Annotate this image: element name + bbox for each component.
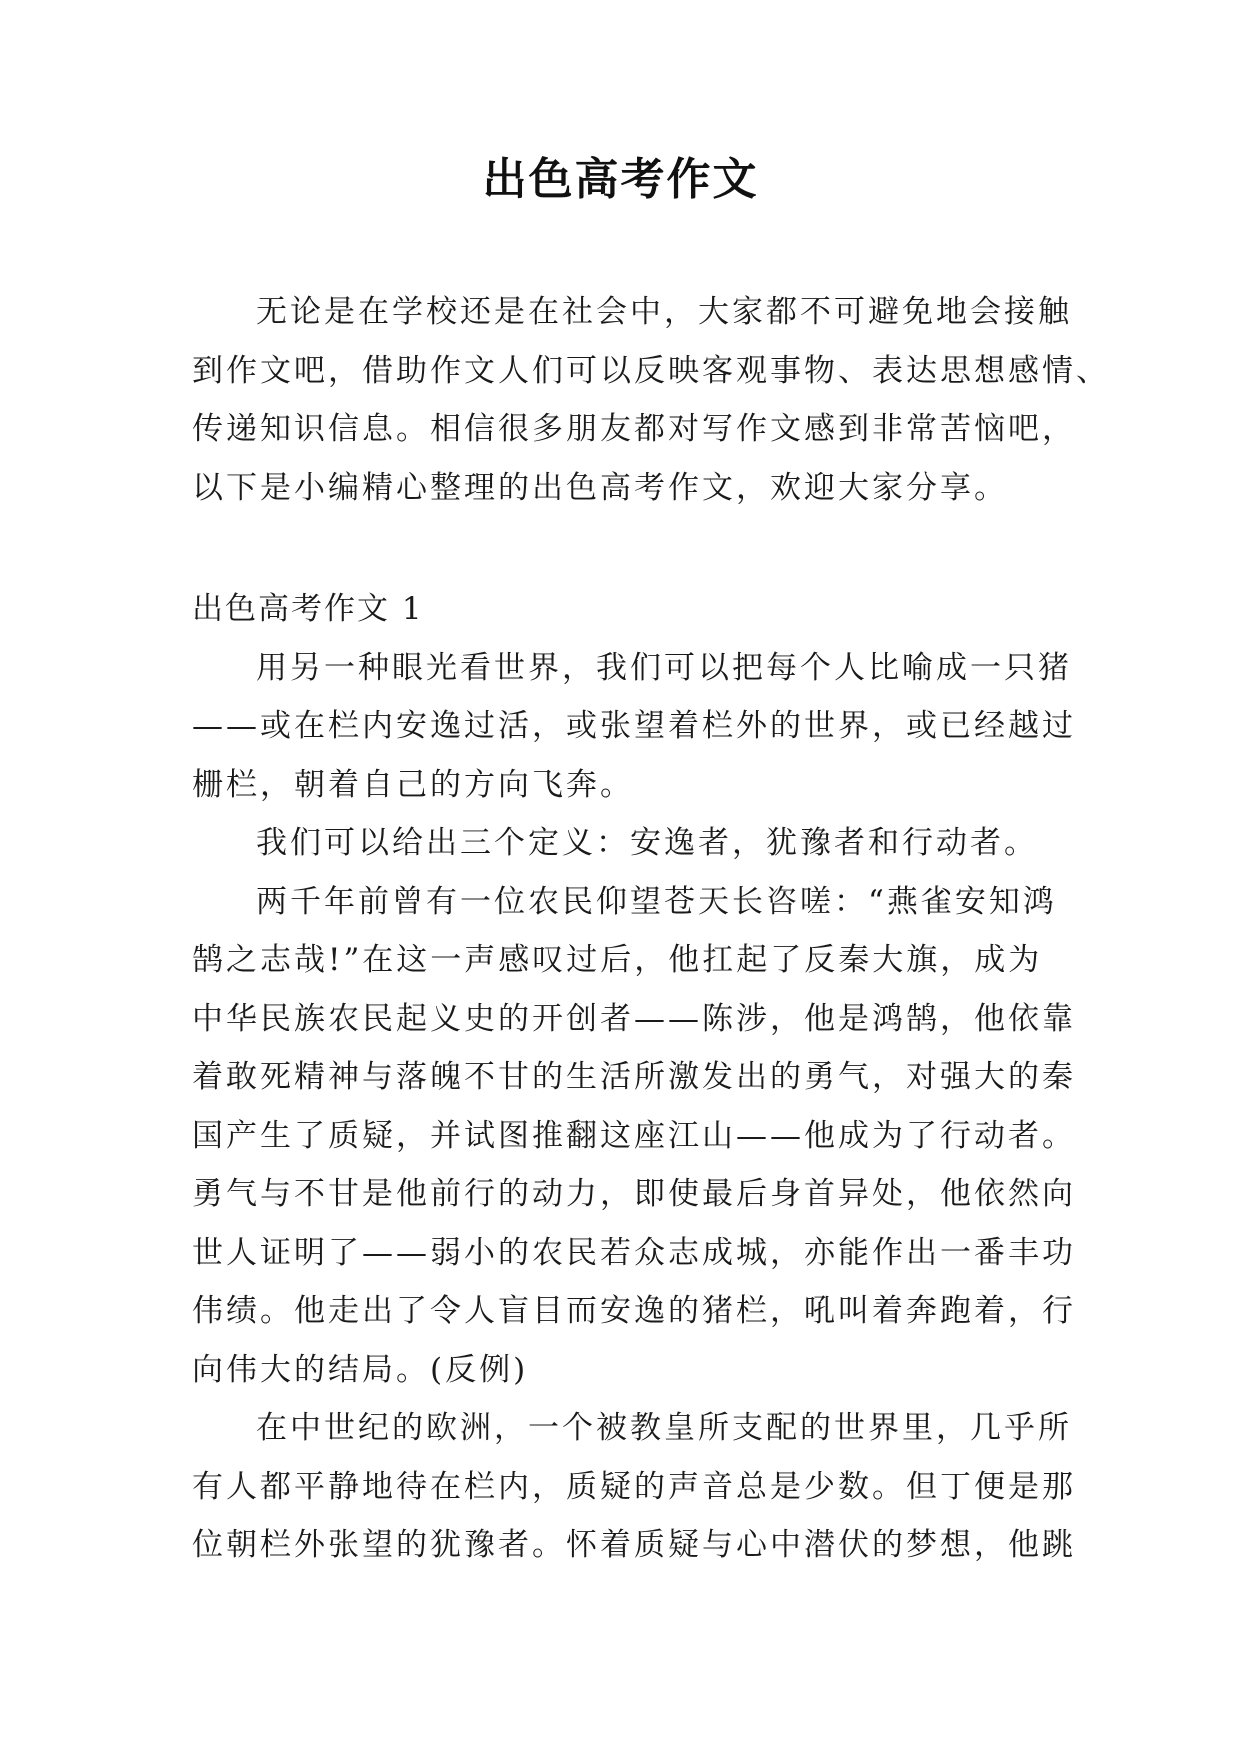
- paragraph-line: 伟绩。他走出了令人盲目而安逸的猪栏，吼叫着奔跑着，行: [192, 1293, 1076, 1329]
- intro-line: 以下是小编精心整理的出色高考作文，欢迎大家分享。: [192, 469, 1008, 506]
- paragraph-line: 鹄之志哉!”在这一声感叹过后，他扛起了反秦大旗，成为: [192, 942, 1043, 978]
- intro-paragraph: [192, 283, 1110, 517]
- intro-line: 无论是在学校还是在社会中，大家都不可避免地会接触: [256, 294, 1072, 330]
- paragraph-line: 用另一种眼光看世界，我们可以把每个人比喻成一只猪: [256, 649, 1072, 686]
- paragraph-line: 勇气与不甘是他前行的动力，即使最后身首异处，他依然向: [192, 1176, 1076, 1212]
- paragraph-line: 着敢死精神与落魄不甘的生活所激发出的勇气，对强大的秦: [192, 1059, 1076, 1095]
- essay-body: [192, 580, 1076, 1575]
- paragraph-line: 中华民族农民起义史的开创者——陈涉，他是鸿鹄，他依靠: [192, 1000, 1076, 1037]
- section-heading: 出色高考作文 1: [192, 591, 424, 627]
- paragraph-line: 向伟大的结局。(反例): [192, 1351, 529, 1388]
- intro-line: 传递知识信息。相信很多朋友都对写作文感到非常苦恼吧，: [192, 411, 1076, 447]
- paragraph-line: 有人都平静地待在栏内，质疑的声音总是少数。但丁便是那: [192, 1468, 1076, 1505]
- paragraph-line: 世人证明了——弱小的农民若众志成城，亦能作出一番丰功: [192, 1234, 1076, 1271]
- paragraph-line: 我们可以给出三个定义：安逸者，犹豫者和行动者。: [256, 825, 1038, 861]
- paragraph-line: 栅栏，朝着自己的方向飞奔。: [192, 766, 634, 803]
- document-title: 出色高考作文: [482, 154, 759, 205]
- paragraph-line: 在中世纪的欧洲，一个被教皇所支配的世界里，几乎所: [256, 1410, 1072, 1446]
- paragraph-line: 两千年前曾有一位农民仰望苍天长咨嗟：“燕雀安知鸿: [256, 883, 1057, 920]
- paragraph-line: 国产生了质疑，并试图推翻这座江山——他成为了行动者。: [192, 1117, 1076, 1154]
- intro-line: 到作文吧，借助作文人们可以反映客观事物、表达思想感情、: [192, 352, 1110, 389]
- paragraph-line: ——或在栏内安逸过活，或张望着栏外的世界，或已经越过: [192, 708, 1076, 744]
- paragraph-line: 位朝栏外张望的犹豫者。怀着质疑与心中潜伏的梦想，他跳: [192, 1527, 1076, 1563]
